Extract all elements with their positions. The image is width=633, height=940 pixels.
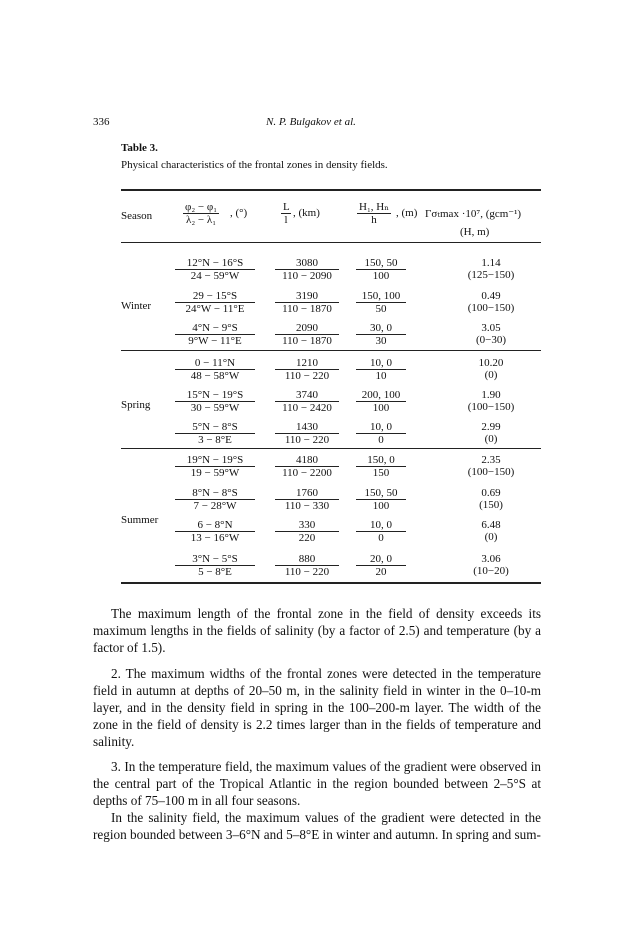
cell-length: $\frac{330}{220}$ (275, 519, 339, 544)
cell-depth: $\frac{10, 0}{10}$ (356, 357, 406, 382)
cell-coordinates: $\frac{8^\circ N - 8^\circ S}{7 - 28^\circ W}$ (175, 487, 255, 512)
cell-coordinates: $\frac{3^\circ N - 5^\circ S}{5 - 8^\circ E}$ (175, 553, 255, 578)
col-header-length-unit: , (km) (293, 207, 320, 219)
cell-length: $\frac{1210}{110 - 220}$ (275, 357, 339, 382)
cell-depth: $\frac{150, 100}{50}$ (356, 290, 406, 315)
cell-length: $\frac{3740}{110 - 2420}$ (275, 389, 339, 414)
cell-coordinates: $\frac{12^\circ N - 16^\circ S}{24 - 59^\circ W}$ (175, 257, 255, 282)
cell-depth: $\frac{150, 0}{150}$ (356, 454, 406, 479)
table-caption-text: Physical characteristics of the frontal zones in density fields. (121, 159, 388, 171)
group-separator-rule (121, 448, 541, 449)
col-header-season: Season (121, 210, 153, 222)
cell-gradient: 0.69 (150) (479, 487, 503, 511)
cell-gradient: 1.90 (100−150) (467, 389, 515, 413)
paragraph-temperature-gradient: 3. In the temperature field, the maximum values of the gradient were observed in the central part of the Tropical Atlantic in the region bounded between 2–5°S at depths of 75–100 m in all four seasons. (93, 759, 541, 808)
cell-gradient: 1.14 (125−150) (467, 257, 515, 281)
cell-depth: $\frac{150, 50}{100}$ (356, 257, 406, 282)
cell-length: $\frac{880}{110 - 220}$ (275, 553, 339, 578)
cell-gradient: 3.05 (0−30) (475, 322, 507, 346)
table-caption-title: Table 3. (121, 142, 158, 154)
cell-length: $\frac{1430}{110 - 220}$ (275, 421, 339, 446)
cell-length: $\frac{4180}{110 - 2200}$ (275, 454, 339, 479)
col-header-coords-fraction: $\frac{\text{φ₂ − φ₁}}{\text{λ₂ − λ₁}}$ (185, 201, 218, 226)
col-header-gradient: Γσₜmax ·10⁷, (gcm⁻¹) (425, 208, 522, 220)
cell-gradient: 3.06 (10−20) (473, 553, 509, 577)
group-separator-rule (121, 350, 541, 351)
col-header-length-fraction: $\frac{L}{l}$ (283, 201, 290, 226)
cell-coordinates: $\frac{19^\circ N - 19^\circ S}{19 - 59^\circ W}$ (175, 454, 255, 479)
table-header-rule (121, 242, 541, 243)
cell-gradient: 2.35 (100−150) (467, 454, 515, 478)
table-bottom-rule (121, 582, 541, 584)
paragraph-density-length: The maximum length of the frontal zone in the field of density exceeds its maximum lengths in the fields of salinity (by a factor of 2.5) and temperature (by a factor of 1.5). (93, 606, 541, 655)
cell-depth: $\frac{10, 0}{0}$ (356, 519, 406, 544)
cell-coordinates: $\frac{6 - 8^\circ N}{13 - 16^\circ W}$ (175, 519, 255, 544)
cell-coordinates: $\frac{29 - 15^\circ S}{24^\circ W - 11^\circ E}$ (175, 290, 255, 315)
cell-gradient: 0.49 (100−150) (467, 290, 515, 314)
cell-depth: $\frac{150, 50}{100}$ (356, 487, 406, 512)
season-label: Spring (121, 399, 151, 411)
cell-coordinates: $\frac{0 - 11^\circ N}{48 - 58^\circ W}$ (175, 357, 255, 382)
season-label: Winter (121, 300, 152, 312)
cell-length: $\frac{3190}{110 - 1870}$ (275, 290, 339, 315)
cell-depth: $\frac{10, 0}{0}$ (356, 421, 406, 446)
cell-gradient: 10.20 (0) (478, 357, 504, 381)
cell-length: $\frac{1760}{110 - 330}$ (275, 487, 339, 512)
running-header-authors: N. P. Bulgakov et al. (266, 116, 356, 128)
paragraph-frontal-widths: 2. The maximum widths of the frontal zones were detected in the temperature field in autumn at depths of 20–50 m, in the salinity field in winter in the 0–10-m layer, and in the density field in spring in the 100–200-m layer. The width of the zone in the field of density is 2.2 times larger than in the fields of temperature and salinity. (93, 666, 541, 749)
season-label: Summer (121, 514, 159, 526)
cell-gradient: 6.48 (0) (481, 519, 501, 543)
cell-gradient: 2.99 (0) (481, 421, 501, 445)
page-number: 336 (93, 116, 110, 128)
cell-depth: $\frac{30, 0}{30}$ (356, 322, 406, 347)
col-header-depth-fraction: $\frac{\text{H₁, Hₙ}}{h}$ (359, 201, 389, 226)
cell-coordinates: $\frac{4^\circ N - 9^\circ S}{9^\circ W - 11^\circ E}$ (175, 322, 255, 347)
col-header-gradient-depth: (H, m) (460, 226, 490, 238)
col-header-coords-unit: , (°) (230, 207, 248, 219)
cell-coordinates: $\frac{15^\circ N - 19^\circ S}{30 - 59^\circ W}$ (175, 389, 255, 414)
cell-length: $\frac{2090}{110 - 1870}$ (275, 322, 339, 347)
table-top-rule (121, 189, 541, 191)
cell-depth: $\frac{200, 100}{100}$ (356, 389, 406, 414)
cell-depth: $\frac{20, 0}{20}$ (356, 553, 406, 578)
paragraph-salinity-gradient: In the salinity field, the maximum values of the gradient were detected in the region bounded between 3–6°N and 5–8°E in winter and autumn. In spring and sum- (93, 810, 541, 842)
cell-length: $\frac{3080}{110 - 2090}$ (275, 257, 339, 282)
col-header-depth-unit: , (m) (396, 207, 418, 219)
cell-coordinates: $\frac{5^\circ N - 8^\circ S}{3 - 8^\circ E}$ (175, 421, 255, 446)
